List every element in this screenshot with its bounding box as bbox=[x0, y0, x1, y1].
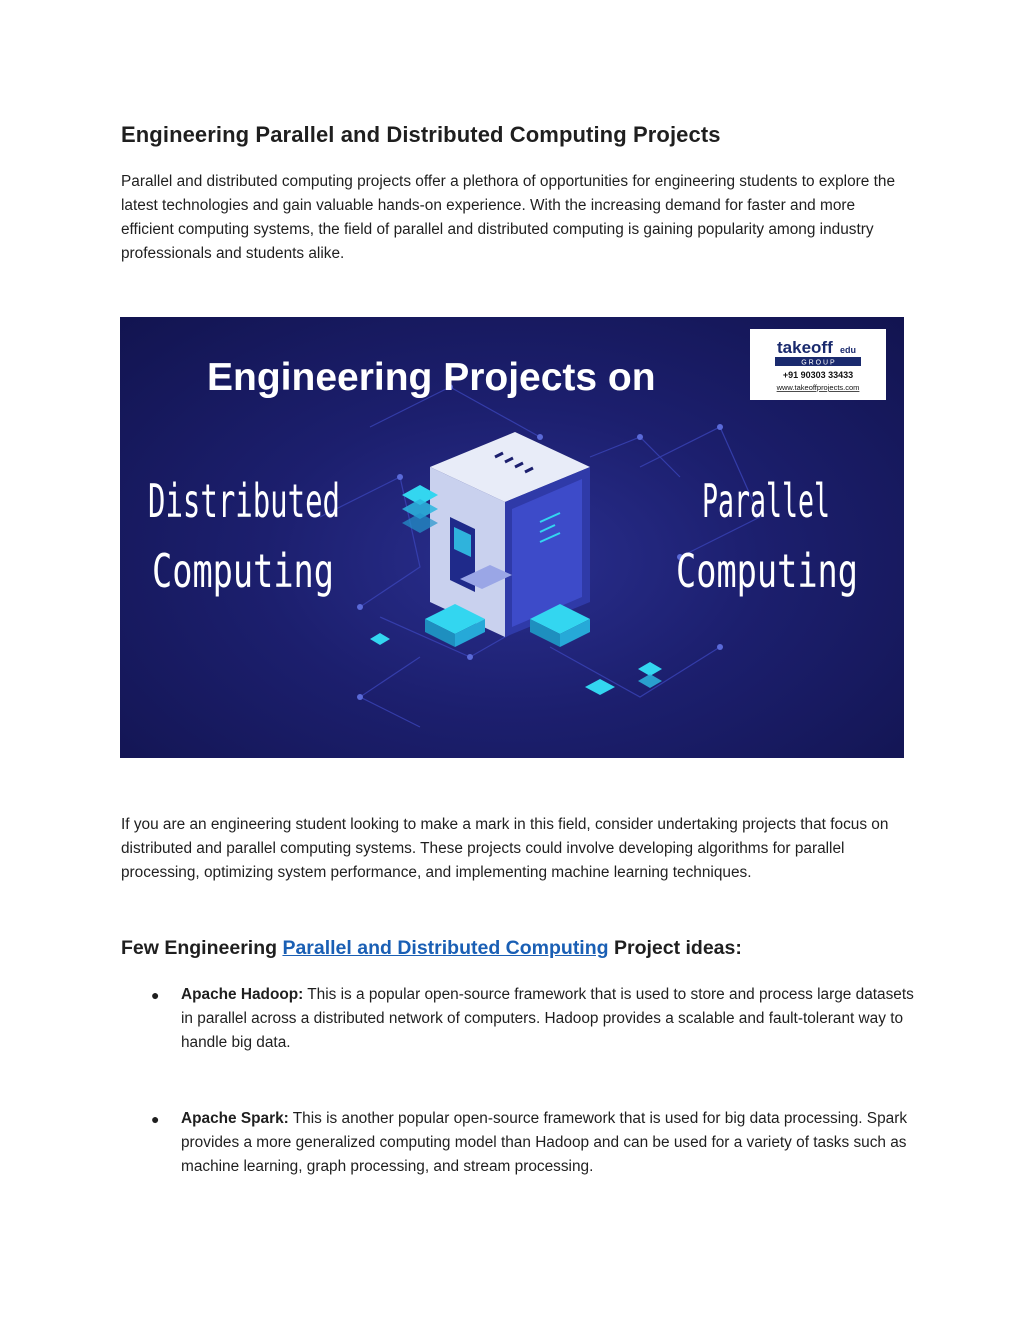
ideas-heading bbox=[121, 937, 742, 960]
bullet-icon: ● bbox=[151, 987, 160, 1003]
banner-left-line1: Distributed bbox=[148, 474, 340, 528]
list-item bbox=[121, 983, 921, 1055]
ideas-heading-suffix: Project ideas: bbox=[608, 937, 742, 959]
cube-right-stack bbox=[638, 662, 662, 688]
body-paragraph: If you are an engineering student looking to make a mark in this field, consider undertaking projects that focus on distributed and parallel computing systems. These projects could involve developing algorithms for parallel processing, optimizing system performance, and implementing machine learning techniques. bbox=[121, 816, 889, 881]
logo-edu: edu bbox=[840, 345, 857, 355]
idea-text: This is a popular open-source framework that is used to store and process large datasets in parallel across a distributed network of computers. Hadoop provides a scalable and fault-tolerant way to handle big data. bbox=[181, 986, 914, 1051]
logo-brand: takeoff bbox=[777, 338, 833, 357]
ideas-list bbox=[121, 983, 921, 1179]
idea-name: Apache Hadoop: bbox=[181, 986, 304, 1003]
banner-image bbox=[120, 317, 904, 758]
logo-group: G R O U P bbox=[801, 359, 835, 367]
logo-phone: +91 90303 33433 bbox=[782, 370, 854, 380]
idea-text: This is another popular open-source framework that is used for big data processing. Spark provides a more generalized computing model than Hadoop and can be used for a variety of tasks such as machine learning, graph processing, and stream processing. bbox=[181, 1110, 908, 1175]
page-title: Engineering Parallel and Distributed Computing Projects bbox=[121, 122, 721, 147]
idea-name: Apache Spark: bbox=[181, 1110, 289, 1127]
intro-paragraph: Parallel and distributed computing projects offer a plethora of opportunities for engineering students to explore the latest technologies and gain valuable hands-on experience. With the increasing demand for faster and more efficient computing systems, the field of parallel and distributed computing is gaining popularity among industry professionals and students alike. bbox=[121, 173, 896, 262]
cube-left-stack bbox=[402, 485, 438, 533]
small-diamond bbox=[370, 633, 390, 645]
takeoff-logo-card bbox=[750, 329, 886, 400]
banner-left-line2: Computing bbox=[152, 544, 334, 598]
banner-heading: Engineering Projects on bbox=[207, 356, 656, 399]
ideas-heading-prefix: Few Engineering bbox=[121, 937, 283, 959]
bullet-icon: ● bbox=[151, 1111, 160, 1127]
logo-url: www.takeoffprojects.com bbox=[776, 383, 860, 392]
banner-graphic bbox=[120, 317, 904, 758]
banner-right-line1: Parallel bbox=[702, 474, 830, 528]
small-diamond bbox=[585, 679, 615, 695]
ideas-heading-link[interactable]: Parallel and Distributed Computing bbox=[282, 937, 609, 959]
banner-right-line2: Computing bbox=[676, 544, 858, 598]
list-item bbox=[121, 1107, 921, 1179]
